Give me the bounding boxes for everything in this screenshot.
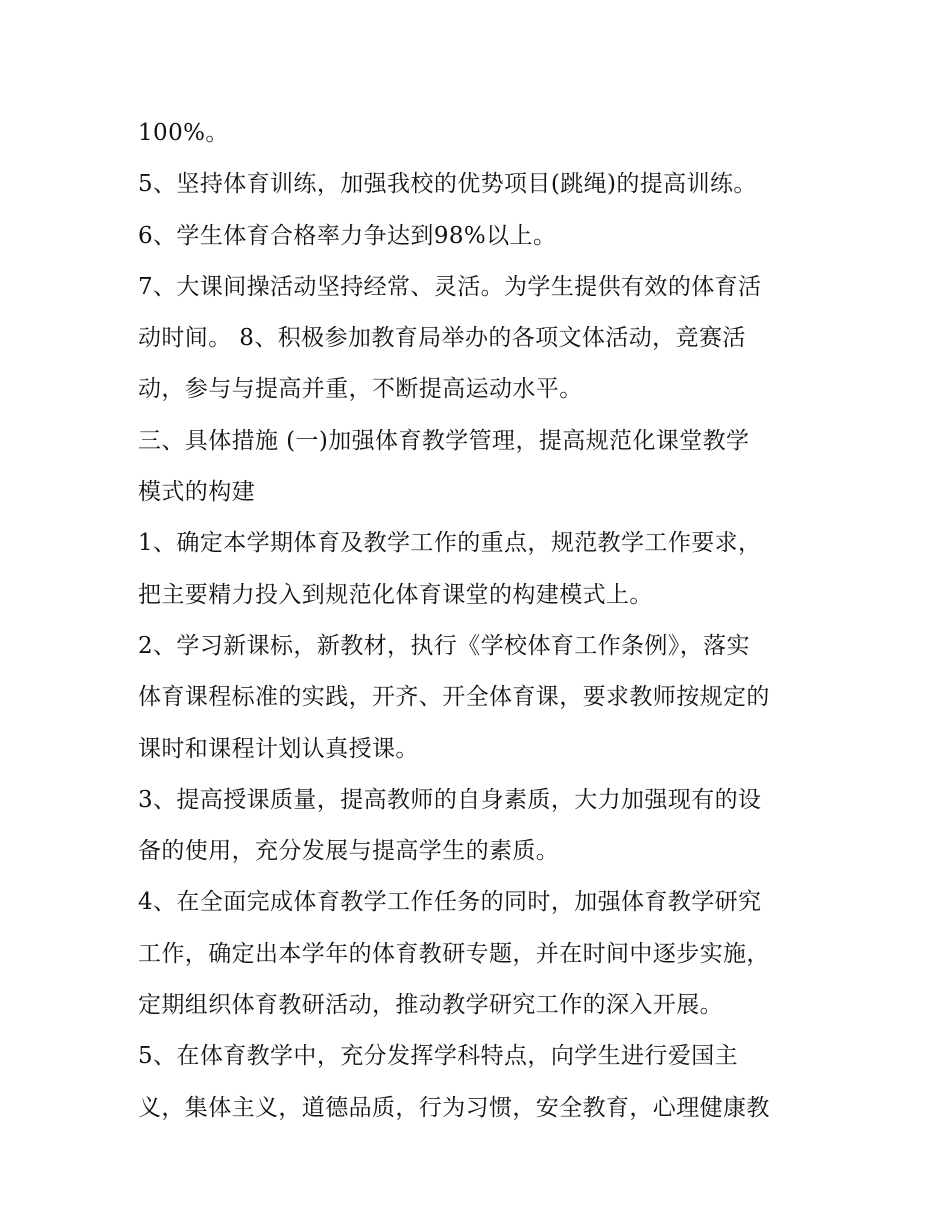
- text-line: 5、坚持体育训练，加强我校的优势项目(跳绳)的提高训练。: [138, 171, 757, 198]
- text-line: 定期组织体育教研活动，推动教学研究工作的深入开展。: [138, 992, 723, 1019]
- section-heading-line: 模式的构建: [138, 479, 255, 506]
- text-line: 4、在全面完成体育教学工作任务的同时，加强体育教学研究: [138, 889, 762, 916]
- text-line: 把主要精力投入到规范化体育课堂的构建模式上。: [138, 581, 653, 608]
- text-line: 动时间。 8、积极参加教育局举办的各项文体活动，竞赛活: [138, 325, 746, 352]
- text-line: 5、在体育教学中，充分发挥学科特点，向学生进行爱国主: [138, 1043, 739, 1070]
- text-line: 6、学生体育合格率力争达到98%以上。: [138, 222, 557, 249]
- text-line: 工作，确定出本学年的体育教研专题，并在时间中逐步实施，: [138, 940, 770, 967]
- text-line: 体育课程标准的实践，开齐、开全体育课，要求教师按规定的: [138, 684, 770, 711]
- text-line: 2、学习新课标，新教材，执行《学校体育工作条例》，落实: [138, 632, 750, 659]
- text-line: 动，参与与提高并重，不断提高运动水平。: [138, 376, 583, 403]
- text-line: 备的使用，充分发展与提高学生的素质。: [138, 838, 560, 865]
- text-line: 3、提高授课质量，提高教师的自身素质，大力加强现有的设: [138, 786, 762, 813]
- text-line: 7、大课间操活动坚持经常、灵活。为学生提供有效的体育活: [138, 273, 762, 300]
- text-line: 课时和课程计划认真授课。: [138, 735, 419, 762]
- text-line: 100%。: [138, 120, 229, 146]
- section-heading-line: 三、具体措施 (一)加强体育教学管理，提高规范化课堂教学: [138, 427, 750, 454]
- document-text-body: [138, 108, 828, 1134]
- text-line: 1、确定本学期体育及教学工作的重点，规范教学工作要求，: [138, 530, 762, 557]
- text-line: 义，集体主义，道德品质，行为习惯，安全教育，心理健康教: [138, 1094, 770, 1121]
